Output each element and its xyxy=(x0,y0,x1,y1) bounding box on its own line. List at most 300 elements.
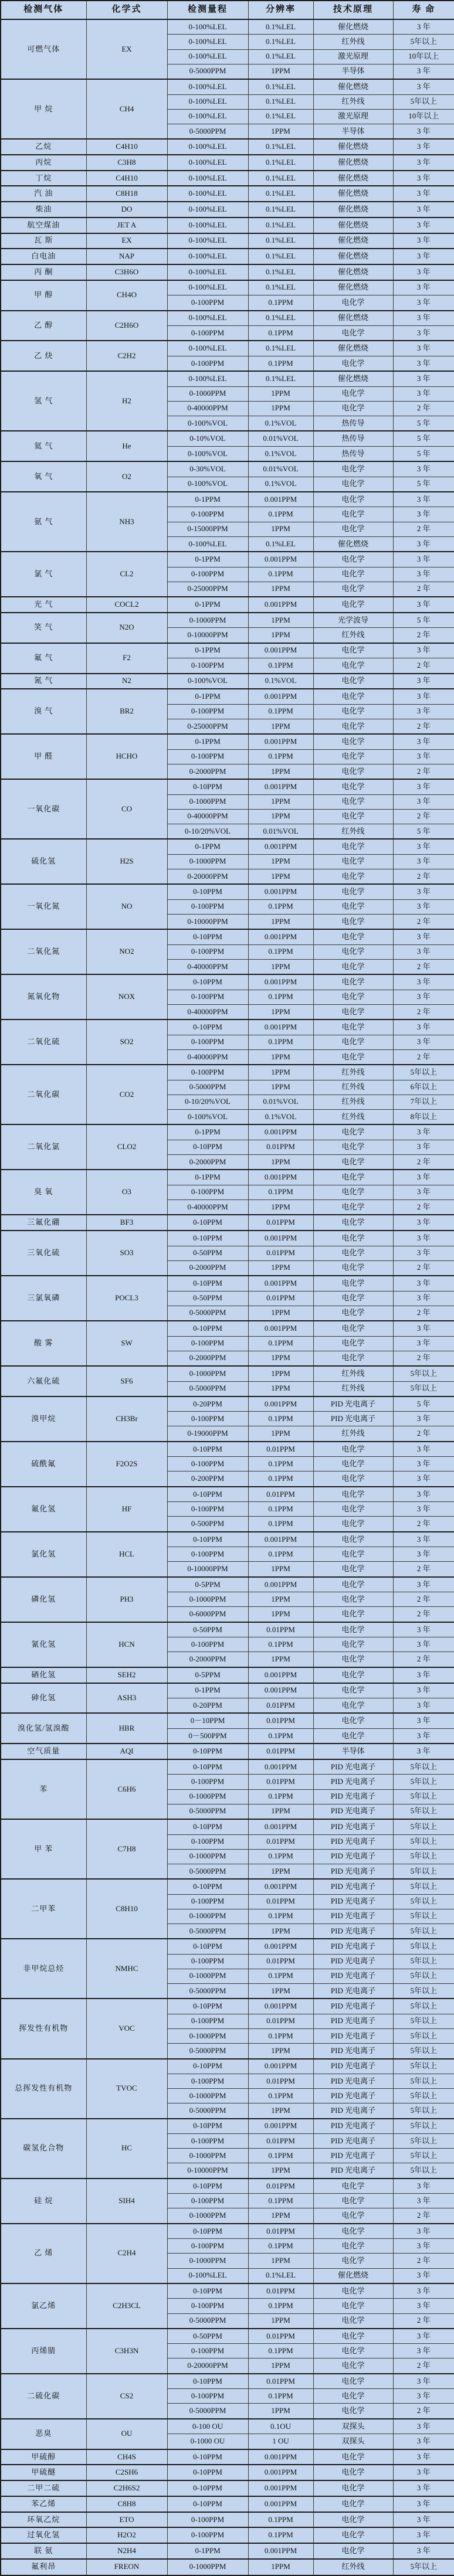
lifespan-cell: 3 年 xyxy=(393,1532,454,1547)
principle-cell: 电化学 xyxy=(313,899,393,914)
range-cell: 0-1000 OU xyxy=(167,2434,248,2449)
gas-cell: 总挥发性有机物 xyxy=(1,2059,86,2119)
principle-cell: 电化学 xyxy=(313,1231,393,1246)
range-cell: 0-1PPM xyxy=(167,492,248,507)
principle-cell: 电化学 xyxy=(313,1035,393,1049)
formula-cell: N2H4 xyxy=(86,2543,167,2559)
lifespan-cell: 3 年 xyxy=(393,1185,454,1199)
principle-cell: 电化学 xyxy=(313,1592,393,1607)
principle-cell: 电化学 xyxy=(313,1713,393,1728)
resolution-cell: 1PPM xyxy=(248,2404,313,2419)
lifespan-cell: 3 年 xyxy=(393,1713,454,1728)
formula-cell: SO3 xyxy=(86,1231,167,1276)
formula-cell: FREON xyxy=(86,2559,167,2575)
resolution-cell: 0.01PPM xyxy=(248,1775,313,1789)
principle-cell: 半导体 xyxy=(313,64,393,79)
resolution-cell: 0.1PPM xyxy=(248,325,313,341)
principle-cell: 电化学 xyxy=(313,809,393,824)
resolution-cell: 1PPM xyxy=(248,124,313,139)
resolution-cell: 0.1PPM xyxy=(248,2029,313,2044)
lifespan-cell: 3 年 xyxy=(393,2449,454,2465)
principle-cell: 电化学 xyxy=(313,959,393,974)
principle-cell: 电化学 xyxy=(313,2313,393,2329)
range-cell: 0-1PPM xyxy=(167,734,248,749)
spec-row xyxy=(1,974,454,990)
range-cell: 0-100PPM xyxy=(167,325,248,341)
resolution-cell: 1PPM xyxy=(248,959,313,974)
spec-row xyxy=(1,2283,454,2299)
range-cell: 0－10PPM xyxy=(167,1713,248,1728)
range-cell: 0-100PPM xyxy=(167,2527,248,2543)
spec-row xyxy=(1,1999,454,2014)
range-cell: 0－500PPM xyxy=(167,1728,248,1744)
principle-cell: 电化学 xyxy=(313,719,393,734)
lifespan-cell: 5年以上 xyxy=(393,1879,454,1894)
range-cell: 0-100 OU xyxy=(167,2419,248,2434)
resolution-cell: 0.1PPM xyxy=(248,507,313,522)
lifespan-cell: 2 年 xyxy=(393,764,454,779)
lifespan-cell: 3 年 xyxy=(393,2179,454,2194)
range-cell: 0-1000PPM xyxy=(167,2254,248,2268)
formula-cell: DO xyxy=(86,202,167,218)
lifespan-cell: 3 年 xyxy=(393,779,454,794)
resolution-cell: 0.1%LEL xyxy=(248,139,313,155)
principle-cell: PID 光电离子 xyxy=(313,1775,393,1789)
resolution-cell: 0.1PPM xyxy=(248,1185,313,1199)
range-cell: 0-10PPM xyxy=(167,1276,248,1291)
lifespan-cell: 3 年 xyxy=(393,507,454,522)
resolution-cell: 0.1%LEL xyxy=(248,2268,313,2283)
principle-cell: 电化学 xyxy=(313,1004,393,1019)
principle-cell: 电化学 xyxy=(313,2374,393,2389)
range-cell: 0-50PPM xyxy=(167,2329,248,2344)
formula-cell: H2O2 xyxy=(86,2527,167,2543)
range-cell: 0-1000PPM xyxy=(167,1592,248,1607)
principle-cell: 电化学 xyxy=(313,1155,393,1170)
resolution-cell: 0.001PPM xyxy=(248,2449,313,2465)
lifespan-cell: 3 年 xyxy=(393,2543,454,2559)
resolution-cell: 1PPM xyxy=(248,1864,313,1879)
range-cell: 0-10PPM xyxy=(167,2449,248,2465)
lifespan-cell: 2 年 xyxy=(393,1517,454,1532)
principle-cell: 电化学 xyxy=(313,2299,393,2313)
lifespan-cell: 3 年 xyxy=(393,2419,454,2434)
range-cell: 0-100%VOL xyxy=(167,446,248,461)
formula-cell: N2O xyxy=(86,613,167,643)
lifespan-cell: 3 年 xyxy=(393,597,454,613)
gas-cell: 丙烷 xyxy=(1,155,86,171)
lifespan-cell: 2 年 xyxy=(393,2254,454,2268)
range-cell: 0-10000PPM xyxy=(167,914,248,929)
range-cell: 0-100PPM xyxy=(167,2389,248,2404)
principle-cell: 红外线 xyxy=(313,35,393,49)
range-cell: 0-100PPM xyxy=(167,1185,248,1199)
resolution-cell: 0.01PPM xyxy=(248,1487,313,1502)
lifespan-cell: 3 年 xyxy=(393,1744,454,1759)
principle-cell: 电化学 xyxy=(313,779,393,794)
range-cell: 0-2000PPM xyxy=(167,1260,248,1276)
principle-cell: 半导体 xyxy=(313,1744,393,1759)
lifespan-cell: 3 年 xyxy=(393,1502,454,1517)
lifespan-cell: 5年以上 xyxy=(393,1775,454,1789)
range-cell: 0-100PPM xyxy=(167,1412,248,1426)
resolution-cell: 0.1PPM xyxy=(248,749,313,764)
principle-cell: 红外线 xyxy=(313,94,393,109)
spec-row xyxy=(1,2496,454,2512)
range-cell: 0-500PPM xyxy=(167,1517,248,1532)
gas-cell: 三氯氧磷 xyxy=(1,1276,86,1321)
resolution-cell: 0.01PPM xyxy=(248,1291,313,1306)
lifespan-cell: 5年以上 xyxy=(393,2559,454,2575)
spec-row xyxy=(1,1744,454,1759)
range-cell: 0-6000PPM xyxy=(167,1607,248,1622)
principle-cell: 电化学 xyxy=(313,1199,393,1215)
principle-cell: 电化学 xyxy=(313,1185,393,1199)
resolution-cell: 0.001PPM xyxy=(248,1879,313,1894)
principle-cell: PID 光电离子 xyxy=(313,2029,393,2044)
principle-cell: 电化学 xyxy=(313,2179,393,2194)
gas-cell: 硫酰氟 xyxy=(1,1442,86,1487)
principle-cell: PID 光电离子 xyxy=(313,1834,393,1849)
lifespan-cell: 2 年 xyxy=(393,1351,454,1366)
principle-cell: 电化学 xyxy=(313,1622,393,1637)
gas-cell: 乙烷 xyxy=(1,139,86,155)
resolution-cell: 1PPM xyxy=(248,613,313,628)
range-cell: 0-100%LEL xyxy=(167,249,248,264)
principle-cell: PID 光电离子 xyxy=(313,1954,393,1969)
range-cell: 0-100%LEL xyxy=(167,19,248,35)
principle-cell: 电化学 xyxy=(313,1336,393,1351)
spec-row xyxy=(1,139,454,155)
lifespan-cell: 3 年 xyxy=(393,1019,454,1035)
lifespan-cell: 3 年 xyxy=(393,1321,454,1336)
resolution-cell: 0.1PPM xyxy=(248,1637,313,1652)
gas-cell: 乙 烯 xyxy=(1,2224,86,2283)
spec-row xyxy=(1,19,454,35)
range-cell: 0-1000PPM xyxy=(167,854,248,869)
lifespan-cell: 3 年 xyxy=(393,202,454,218)
spec-row xyxy=(1,1124,454,1140)
range-cell: 0-100%LEL xyxy=(167,94,248,109)
principle-cell: 电化学 xyxy=(313,1547,393,1562)
principle-cell: PID 光电离子 xyxy=(313,1879,393,1894)
lifespan-cell: 5 年 xyxy=(393,1396,454,1412)
resolution-cell: 1PPM xyxy=(248,1607,313,1622)
principle-cell: 电化学 xyxy=(313,1351,393,1366)
resolution-cell: 0.01PPM xyxy=(248,1442,313,1457)
range-cell: 0-20PPM xyxy=(167,1396,248,1412)
principle-cell: 电化学 xyxy=(313,401,393,416)
lifespan-cell: 3 年 xyxy=(393,734,454,749)
resolution-cell: 0.01PPM xyxy=(248,1744,313,1759)
spec-row xyxy=(1,613,454,628)
gas-cell: 砷化氢 xyxy=(1,1683,86,1714)
principle-cell: 热传导 xyxy=(313,446,393,461)
principle-cell: 电化学 xyxy=(313,2465,393,2480)
formula-cell: POCL3 xyxy=(86,1276,167,1321)
resolution-cell: 0.001PPM xyxy=(248,2465,313,2480)
resolution-cell: 0.001PPM xyxy=(248,1276,313,1291)
lifespan-cell: 5年以上 xyxy=(393,1984,454,1999)
gas-cell: 二甲二硫 xyxy=(1,2480,86,2496)
principle-cell: PID 光电离子 xyxy=(313,2014,393,2028)
principle-cell: 电化学 xyxy=(313,1532,393,1547)
principle-cell: 电化学 xyxy=(313,2389,393,2404)
lifespan-cell: 3 年 xyxy=(393,1291,454,1306)
resolution-cell: 0.01PPM xyxy=(248,1246,313,1260)
principle-cell: PID 光电离子 xyxy=(313,1819,393,1834)
lifespan-cell: 5年以上 xyxy=(393,1999,454,2014)
resolution-cell: 0.001PPM xyxy=(248,1759,313,1775)
range-cell: 0-40000PPM xyxy=(167,401,248,416)
resolution-cell: 0.1PPM xyxy=(248,990,313,1004)
principle-cell: PID 光电离子 xyxy=(313,1969,393,1983)
principle-cell: PID 光电离子 xyxy=(313,1396,393,1412)
gas-cell: 瓦 斯 xyxy=(1,233,86,249)
gas-cell: 甲 醇 xyxy=(1,280,86,311)
range-cell: 0-20000PPM xyxy=(167,2358,248,2374)
spec-row xyxy=(1,1170,454,1185)
resolution-cell: 0.1%LEL xyxy=(248,218,313,233)
gas-cell: 溴甲烷 xyxy=(1,1396,86,1442)
formula-cell: ASH3 xyxy=(86,1683,167,1714)
resolution-cell: 0.01PPM xyxy=(248,2134,313,2149)
lifespan-cell: 3 年 xyxy=(393,64,454,79)
formula-cell: NOX xyxy=(86,974,167,1019)
resolution-cell: 0.01PPM xyxy=(248,2179,313,2194)
lifespan-cell: 3 年 xyxy=(393,1667,454,1683)
range-cell: 0-10PPM xyxy=(167,2059,248,2074)
range-cell: 0-10PPM xyxy=(167,1487,248,1502)
formula-cell: NAP xyxy=(86,249,167,264)
lifespan-cell: 2 年 xyxy=(393,914,454,929)
principle-cell: 热传导 xyxy=(313,431,393,446)
gas-cell: 丙 酮 xyxy=(1,264,86,280)
range-cell: 0-100PPM xyxy=(167,507,248,522)
gas-cell: 氮 气 xyxy=(1,674,86,689)
gas-cell: 白电油 xyxy=(1,249,86,264)
lifespan-cell: 5年以上 xyxy=(393,1909,454,1923)
principle-cell: 红外线 xyxy=(313,628,393,643)
gas-cell: 甲硫醚 xyxy=(1,2465,86,2480)
formula-cell: OU xyxy=(86,2419,167,2449)
principle-cell: PID 光电离子 xyxy=(313,1909,393,1923)
principle-cell: 电化学 xyxy=(313,944,393,959)
spec-row xyxy=(1,1442,454,1457)
resolution-cell: 1PPM xyxy=(248,1306,313,1321)
formula-cell: F2 xyxy=(86,643,167,674)
resolution-cell: 0.001PPM xyxy=(248,1396,313,1412)
principle-cell: 电化学 xyxy=(313,1562,393,1577)
principle-cell: 电化学 xyxy=(313,689,393,704)
principle-cell: 电化学 xyxy=(313,2208,393,2224)
lifespan-cell: 3 年 xyxy=(393,1577,454,1592)
spec-row xyxy=(1,2465,454,2480)
gas-cell: 汽 油 xyxy=(1,186,86,202)
formula-cell: C2H6O xyxy=(86,311,167,341)
range-cell: 0-100%LEL xyxy=(167,371,248,386)
resolution-cell: 0.1PPM xyxy=(248,2527,313,2543)
range-cell: 0-100%LEL xyxy=(167,79,248,94)
resolution-cell: 0.1PPM xyxy=(248,1471,313,1487)
principle-cell: 电化学 xyxy=(313,1471,393,1487)
lifespan-cell: 3 年 xyxy=(393,186,454,202)
principle-cell: 电化学 xyxy=(313,794,393,809)
lifespan-cell: 3 年 xyxy=(393,944,454,959)
range-cell: 0-20000PPM xyxy=(167,869,248,884)
range-cell: 0-10PPM xyxy=(167,2283,248,2299)
spec-row xyxy=(1,552,454,567)
spec-row xyxy=(1,1019,454,1035)
range-cell: 0-5000PPM xyxy=(167,1306,248,1321)
range-cell: 0-40000PPM xyxy=(167,809,248,824)
resolution-cell: 0.1PPM xyxy=(248,1909,313,1923)
spec-row xyxy=(1,929,454,944)
resolution-cell: 0.1PPM xyxy=(248,2149,313,2163)
principle-cell: PID 光电离子 xyxy=(313,1864,393,1879)
resolution-cell: 1PPM xyxy=(248,386,313,401)
resolution-cell: 1PPM xyxy=(248,1080,313,1095)
principle-cell: 红外线 xyxy=(313,1381,393,1396)
resolution-cell: 1PPM xyxy=(248,914,313,929)
range-cell: 0-40000PPM xyxy=(167,1049,248,1065)
gas-cell: 三氟化硼 xyxy=(1,1215,86,1231)
range-cell: 0-10PPM xyxy=(167,1532,248,1547)
principle-cell: 电化学 xyxy=(313,356,393,371)
spec-row xyxy=(1,1487,454,1502)
range-cell: 0-10PPM xyxy=(167,2119,248,2134)
range-cell: 0-10PPM xyxy=(167,974,248,990)
lifespan-cell: 3 年 xyxy=(393,492,454,507)
resolution-cell: 0.1PPM xyxy=(248,1502,313,1517)
lifespan-cell: 3 年 xyxy=(393,356,454,371)
gas-cell: 二氧化氯 xyxy=(1,1124,86,1170)
lifespan-cell: 5年以上 xyxy=(393,1804,454,1819)
range-cell: 0-1PPM xyxy=(167,1170,248,1185)
spec-row xyxy=(1,2179,454,2194)
resolution-cell: 1PPM xyxy=(248,2208,313,2224)
range-cell: 0-5PPM xyxy=(167,1577,248,1592)
resolution-cell: 0.1%LEL xyxy=(248,280,313,295)
formula-cell: SEH2 xyxy=(86,1667,167,1683)
range-cell: 0-10PPM xyxy=(167,1879,248,1894)
range-cell: 0-5000PPM xyxy=(167,1864,248,1879)
resolution-cell: 0.1PPM xyxy=(248,1336,313,1351)
range-cell: 0-10PPM xyxy=(167,884,248,899)
range-cell: 0-1PPM xyxy=(167,643,248,658)
principle-cell: 电化学 xyxy=(313,386,393,401)
lifespan-cell: 3 年 xyxy=(393,689,454,704)
lifespan-cell: 2 年 xyxy=(393,809,454,824)
formula-cell: CH3Br xyxy=(86,1396,167,1442)
lifespan-cell: 3 年 xyxy=(393,2299,454,2313)
resolution-cell: 0.001PPM xyxy=(248,1999,313,2014)
formula-cell: C3H8 xyxy=(86,155,167,171)
range-cell: 0-100PPM xyxy=(167,2299,248,2313)
lifespan-cell: 3 年 xyxy=(393,1140,454,1154)
range-cell: 0-1000PPM xyxy=(167,613,248,628)
resolution-cell: 1 OU xyxy=(248,2434,313,2449)
resolution-cell: 0.1%LEL xyxy=(248,341,313,356)
resolution-cell: 0.01%VOL xyxy=(248,824,313,839)
resolution-cell: 0.1%LEL xyxy=(248,371,313,386)
lifespan-cell: 2 年 xyxy=(393,658,454,674)
lifespan-cell: 3 年 xyxy=(393,2389,454,2404)
resolution-cell: 0.001PPM xyxy=(248,492,313,507)
resolution-cell: 0.1PPM xyxy=(248,1969,313,1983)
resolution-cell: 0.1%VOL xyxy=(248,446,313,461)
lifespan-cell: 3 年 xyxy=(393,839,454,854)
range-cell: 0-1PPM xyxy=(167,2543,248,2559)
principle-cell: 激光原理 xyxy=(313,109,393,124)
lifespan-cell: 5 年 xyxy=(393,613,454,628)
range-cell: 0-10PPM xyxy=(167,2224,248,2239)
lifespan-cell: 5年以上 xyxy=(393,1381,454,1396)
principle-cell: 电化学 xyxy=(313,552,393,567)
principle-cell: 电化学 xyxy=(313,734,393,749)
lifespan-cell: 5年以上 xyxy=(393,1894,454,1909)
resolution-cell: 0.001PPM xyxy=(248,1819,313,1834)
spec-row xyxy=(1,79,454,94)
range-cell: 0-10/20%VOL xyxy=(167,1095,248,1109)
formula-cell: PH3 xyxy=(86,1577,167,1622)
principle-cell: 红外线 xyxy=(313,1080,393,1095)
spec-row xyxy=(1,155,454,171)
principle-cell: PID 光电离子 xyxy=(313,2149,393,2163)
range-cell: 0-5000PPM xyxy=(167,2044,248,2059)
formula-cell: O3 xyxy=(86,1170,167,1215)
resolution-cell: 1PPM xyxy=(248,794,313,809)
principle-cell: 电化学 xyxy=(313,884,393,899)
resolution-cell: 1PPM xyxy=(248,2044,313,2059)
resolution-cell: 0.1PPM xyxy=(248,1457,313,1471)
gas-cell: 二氧化碳 xyxy=(1,1065,86,1124)
lifespan-cell: 3 年 xyxy=(393,1487,454,1502)
range-cell: 0-100PPM xyxy=(167,2344,248,2358)
formula-cell: NO2 xyxy=(86,929,167,974)
range-cell: 0-100PPM xyxy=(167,567,248,582)
lifespan-cell: 5年以上 xyxy=(393,1789,454,1804)
resolution-cell: 0.01PPM xyxy=(248,1140,313,1154)
resolution-cell: 1PPM xyxy=(248,1004,313,1019)
range-cell: 0-1000PPM xyxy=(167,2208,248,2224)
resolution-cell: 0.1PPM xyxy=(248,1035,313,1049)
spec-row xyxy=(1,280,454,295)
range-cell: 0-10PPM xyxy=(167,1939,248,1954)
principle-cell: 电化学 xyxy=(313,1683,393,1698)
lifespan-cell: 2 年 xyxy=(393,1260,454,1276)
spec-row xyxy=(1,1577,454,1592)
lifespan-cell: 3 年 xyxy=(393,295,454,311)
spec-row xyxy=(1,1622,454,1637)
gas-cell: 二氧化氮 xyxy=(1,929,86,974)
principle-cell: 电化学 xyxy=(313,2329,393,2344)
lifespan-cell: 3 年 xyxy=(393,990,454,1004)
col-header-resolution: 分辨率 xyxy=(248,1,313,19)
resolution-cell: 0.1PPM xyxy=(248,2344,313,2358)
resolution-cell: 0.01%VOL xyxy=(248,1095,313,1109)
resolution-cell: 0.1PPM xyxy=(248,2194,313,2208)
principle-cell: 电化学 xyxy=(313,1652,393,1667)
principle-cell: 电化学 xyxy=(313,2449,393,2465)
principle-cell: 催化燃烧 xyxy=(313,264,393,280)
gas-cell: 硒化氢 xyxy=(1,1667,86,1683)
principle-cell: PID 光电离子 xyxy=(313,2163,393,2179)
resolution-cell: 0.1%LEL xyxy=(248,186,313,202)
lifespan-cell: 5年以上 xyxy=(393,1954,454,1969)
principle-cell: 电化学 xyxy=(313,2527,393,2543)
gas-cell: 氨 气 xyxy=(1,492,86,552)
